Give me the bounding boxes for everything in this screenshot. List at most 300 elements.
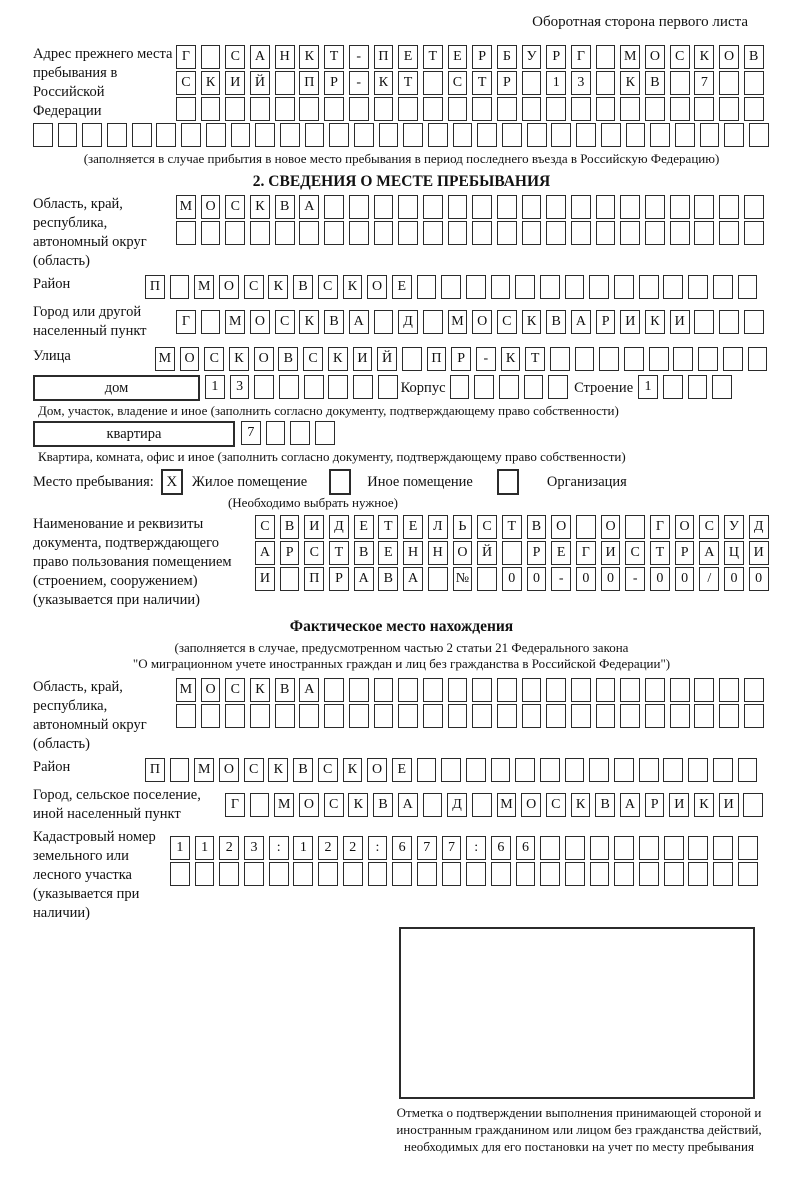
char-box[interactable]: 0: [724, 567, 744, 591]
char-box[interactable]: Г: [650, 515, 670, 539]
char-box[interactable]: 6: [491, 836, 511, 860]
char-box[interactable]: П: [374, 45, 394, 69]
char-box[interactable]: [546, 97, 566, 121]
char-box[interactable]: С: [255, 515, 275, 539]
char-box[interactable]: [645, 97, 665, 121]
char-box[interactable]: Д: [329, 515, 349, 539]
char-box[interactable]: [324, 195, 344, 219]
char-box[interactable]: [398, 97, 418, 121]
char-box[interactable]: [170, 862, 190, 886]
char-box[interactable]: [516, 862, 536, 886]
char-box[interactable]: [670, 221, 690, 245]
char-box[interactable]: [546, 221, 566, 245]
stay-type-checkbox-organization[interactable]: [497, 469, 519, 495]
char-box[interactable]: М: [274, 793, 294, 817]
char-box[interactable]: О: [201, 678, 221, 702]
char-box[interactable]: К: [694, 793, 714, 817]
char-box[interactable]: [649, 347, 669, 371]
char-box[interactable]: А: [250, 45, 270, 69]
char-box[interactable]: С: [497, 310, 517, 334]
char-box[interactable]: [448, 678, 468, 702]
char-box[interactable]: 1: [195, 836, 215, 860]
char-box[interactable]: [744, 97, 764, 121]
char-box[interactable]: [132, 123, 152, 147]
char-box[interactable]: [639, 836, 659, 860]
char-box[interactable]: [374, 678, 394, 702]
char-box[interactable]: [201, 97, 221, 121]
char-box[interactable]: [324, 704, 344, 728]
char-box[interactable]: [195, 862, 215, 886]
char-box[interactable]: [571, 195, 591, 219]
char-box[interactable]: [453, 123, 473, 147]
char-box[interactable]: [417, 758, 437, 782]
char-box[interactable]: О: [453, 541, 473, 565]
char-box[interactable]: [596, 71, 616, 95]
char-box[interactable]: 0: [502, 567, 522, 591]
char-box[interactable]: [675, 123, 695, 147]
char-box[interactable]: [694, 704, 714, 728]
char-box[interactable]: [540, 836, 560, 860]
char-box[interactable]: [748, 347, 768, 371]
char-box[interactable]: [670, 71, 690, 95]
char-box[interactable]: [522, 195, 542, 219]
char-box[interactable]: [724, 123, 744, 147]
char-box[interactable]: [299, 221, 319, 245]
char-box[interactable]: Д: [749, 515, 769, 539]
char-box[interactable]: Р: [596, 310, 616, 334]
char-box[interactable]: [571, 221, 591, 245]
char-box[interactable]: П: [299, 71, 319, 95]
char-box[interactable]: Т: [472, 71, 492, 95]
char-box[interactable]: В: [293, 275, 313, 299]
char-box[interactable]: [663, 375, 683, 399]
char-box[interactable]: 3: [571, 71, 591, 95]
char-box[interactable]: [349, 97, 369, 121]
char-box[interactable]: [156, 123, 176, 147]
char-box[interactable]: [639, 862, 659, 886]
char-box[interactable]: [546, 195, 566, 219]
char-box[interactable]: [670, 678, 690, 702]
char-box[interactable]: О: [719, 45, 739, 69]
char-box[interactable]: В: [595, 793, 615, 817]
char-box[interactable]: [472, 221, 492, 245]
char-box[interactable]: [497, 678, 517, 702]
char-box[interactable]: У: [522, 45, 542, 69]
char-box[interactable]: [599, 347, 619, 371]
char-box[interactable]: [738, 275, 758, 299]
char-box[interactable]: [374, 97, 394, 121]
char-box[interactable]: [293, 862, 313, 886]
char-box[interactable]: П: [145, 758, 165, 782]
char-box[interactable]: [576, 515, 596, 539]
char-box[interactable]: [374, 221, 394, 245]
char-box[interactable]: С: [225, 195, 245, 219]
char-box[interactable]: О: [367, 275, 387, 299]
char-box[interactable]: К: [522, 310, 542, 334]
char-box[interactable]: [423, 793, 443, 817]
char-box[interactable]: И: [353, 347, 373, 371]
char-box[interactable]: [349, 221, 369, 245]
char-box[interactable]: О: [645, 45, 665, 69]
char-box[interactable]: В: [744, 45, 764, 69]
char-box[interactable]: [571, 97, 591, 121]
char-box[interactable]: [428, 123, 448, 147]
char-box[interactable]: К: [374, 71, 394, 95]
char-box[interactable]: Е: [378, 541, 398, 565]
char-box[interactable]: [441, 275, 461, 299]
char-box[interactable]: -: [625, 567, 645, 591]
char-box[interactable]: И: [749, 541, 769, 565]
char-box[interactable]: [250, 97, 270, 121]
char-box[interactable]: А: [620, 793, 640, 817]
char-box[interactable]: [738, 836, 758, 860]
char-box[interactable]: 7: [417, 836, 437, 860]
char-box[interactable]: [472, 793, 492, 817]
char-box[interactable]: [719, 71, 739, 95]
char-box[interactable]: А: [354, 567, 374, 591]
char-box[interactable]: [275, 704, 295, 728]
char-box[interactable]: О: [367, 758, 387, 782]
char-box[interactable]: [650, 123, 670, 147]
char-box[interactable]: Г: [176, 45, 196, 69]
char-box[interactable]: И: [719, 793, 739, 817]
char-box[interactable]: П: [145, 275, 165, 299]
char-box[interactable]: М: [194, 758, 214, 782]
char-box[interactable]: [664, 836, 684, 860]
char-box[interactable]: М: [497, 793, 517, 817]
char-box[interactable]: [712, 375, 732, 399]
char-box[interactable]: [374, 195, 394, 219]
char-box[interactable]: 3: [244, 836, 264, 860]
char-box[interactable]: Б: [497, 45, 517, 69]
char-box[interactable]: /: [699, 567, 719, 591]
char-box[interactable]: [664, 862, 684, 886]
char-box[interactable]: [522, 97, 542, 121]
char-box[interactable]: Т: [525, 347, 545, 371]
char-box[interactable]: С: [225, 45, 245, 69]
char-box[interactable]: [324, 678, 344, 702]
char-box[interactable]: [279, 375, 299, 399]
char-box[interactable]: [379, 123, 399, 147]
char-box[interactable]: Г: [576, 541, 596, 565]
char-box[interactable]: К: [299, 310, 319, 334]
char-box[interactable]: Т: [378, 515, 398, 539]
char-box[interactable]: [448, 221, 468, 245]
char-box[interactable]: [719, 678, 739, 702]
char-box[interactable]: 0: [576, 567, 596, 591]
char-box[interactable]: Т: [650, 541, 670, 565]
char-box[interactable]: [688, 275, 708, 299]
char-box[interactable]: [398, 704, 418, 728]
char-box[interactable]: [275, 71, 295, 95]
char-box[interactable]: И: [670, 310, 690, 334]
char-box[interactable]: [645, 195, 665, 219]
char-box[interactable]: [670, 97, 690, 121]
char-box[interactable]: 6: [392, 836, 412, 860]
char-box[interactable]: И: [669, 793, 689, 817]
char-box[interactable]: [181, 123, 201, 147]
char-box[interactable]: Т: [423, 45, 443, 69]
char-box[interactable]: [374, 704, 394, 728]
char-box[interactable]: [324, 97, 344, 121]
char-box[interactable]: В: [275, 195, 295, 219]
char-box[interactable]: [670, 195, 690, 219]
char-box[interactable]: [448, 704, 468, 728]
char-box[interactable]: [349, 195, 369, 219]
char-box[interactable]: К: [694, 45, 714, 69]
char-box[interactable]: [353, 375, 373, 399]
char-box[interactable]: О: [472, 310, 492, 334]
char-box[interactable]: [499, 375, 519, 399]
char-box[interactable]: Е: [398, 45, 418, 69]
char-box[interactable]: Н: [275, 45, 295, 69]
char-box[interactable]: [378, 375, 398, 399]
stay-type-checkbox-residential[interactable]: [161, 469, 183, 495]
char-box[interactable]: [266, 421, 286, 445]
char-box[interactable]: [299, 704, 319, 728]
char-box[interactable]: Р: [324, 71, 344, 95]
char-box[interactable]: [244, 862, 264, 886]
char-box[interactable]: С: [225, 678, 245, 702]
char-box[interactable]: [589, 758, 609, 782]
char-box[interactable]: С: [477, 515, 497, 539]
char-box[interactable]: [423, 195, 443, 219]
char-box[interactable]: В: [275, 678, 295, 702]
char-box[interactable]: И: [225, 71, 245, 95]
char-box[interactable]: [744, 195, 764, 219]
char-box[interactable]: В: [280, 515, 300, 539]
char-box[interactable]: К: [229, 347, 249, 371]
char-box[interactable]: [540, 275, 560, 299]
char-box[interactable]: [324, 221, 344, 245]
char-box[interactable]: [614, 836, 634, 860]
char-box[interactable]: [698, 347, 718, 371]
char-box[interactable]: Н: [403, 541, 423, 565]
char-box[interactable]: 0: [675, 567, 695, 591]
char-box[interactable]: А: [398, 793, 418, 817]
char-box[interactable]: -: [476, 347, 496, 371]
char-box[interactable]: [403, 123, 423, 147]
char-box[interactable]: 1: [170, 836, 190, 860]
char-box[interactable]: Р: [329, 567, 349, 591]
char-box[interactable]: [639, 275, 659, 299]
char-box[interactable]: [477, 123, 497, 147]
char-box[interactable]: С: [304, 541, 324, 565]
char-box[interactable]: К: [343, 758, 363, 782]
char-box[interactable]: [472, 704, 492, 728]
char-box[interactable]: К: [299, 45, 319, 69]
char-box[interactable]: [620, 704, 640, 728]
char-box[interactable]: Р: [546, 45, 566, 69]
char-box[interactable]: [713, 275, 733, 299]
char-box[interactable]: [231, 123, 251, 147]
char-box[interactable]: М: [176, 678, 196, 702]
char-box[interactable]: [472, 97, 492, 121]
char-box[interactable]: О: [675, 515, 695, 539]
char-box[interactable]: :: [269, 836, 289, 860]
char-box[interactable]: -: [551, 567, 571, 591]
char-box[interactable]: [398, 221, 418, 245]
char-box[interactable]: [515, 275, 535, 299]
char-box[interactable]: Е: [354, 515, 374, 539]
char-box[interactable]: [304, 375, 324, 399]
char-box[interactable]: А: [403, 567, 423, 591]
char-box[interactable]: [540, 862, 560, 886]
char-box[interactable]: [639, 758, 659, 782]
char-box[interactable]: [719, 704, 739, 728]
char-box[interactable]: [392, 862, 412, 886]
char-box[interactable]: [565, 862, 585, 886]
char-box[interactable]: И: [255, 567, 275, 591]
char-box[interactable]: [402, 347, 422, 371]
char-box[interactable]: №: [453, 567, 473, 591]
char-box[interactable]: [589, 275, 609, 299]
char-box[interactable]: М: [176, 195, 196, 219]
char-box[interactable]: [477, 567, 497, 591]
char-box[interactable]: 6: [516, 836, 536, 860]
char-box[interactable]: [428, 567, 448, 591]
char-box[interactable]: В: [378, 567, 398, 591]
char-box[interactable]: О: [299, 793, 319, 817]
char-box[interactable]: [201, 45, 221, 69]
char-box[interactable]: [522, 71, 542, 95]
char-box[interactable]: [548, 375, 568, 399]
char-box[interactable]: [497, 97, 517, 121]
char-box[interactable]: [349, 704, 369, 728]
char-box[interactable]: [738, 862, 758, 886]
char-box[interactable]: С: [546, 793, 566, 817]
char-box[interactable]: 7: [694, 71, 714, 95]
char-box[interactable]: [250, 221, 270, 245]
char-box[interactable]: [170, 275, 190, 299]
char-box[interactable]: [329, 123, 349, 147]
char-box[interactable]: [663, 758, 683, 782]
char-box[interactable]: Й: [377, 347, 397, 371]
char-box[interactable]: [744, 221, 764, 245]
char-box[interactable]: [474, 375, 494, 399]
char-box[interactable]: И: [304, 515, 324, 539]
char-box[interactable]: [491, 862, 511, 886]
char-box[interactable]: 0: [749, 567, 769, 591]
char-box[interactable]: О: [250, 310, 270, 334]
char-box[interactable]: Г: [176, 310, 196, 334]
char-box[interactable]: О: [521, 793, 541, 817]
char-box[interactable]: Р: [497, 71, 517, 95]
char-box[interactable]: [318, 862, 338, 886]
char-box[interactable]: У: [724, 515, 744, 539]
char-box[interactable]: Е: [551, 541, 571, 565]
char-box[interactable]: [670, 704, 690, 728]
char-box[interactable]: [502, 123, 522, 147]
char-box[interactable]: В: [354, 541, 374, 565]
char-box[interactable]: Т: [398, 71, 418, 95]
char-box[interactable]: [328, 375, 348, 399]
char-box[interactable]: [398, 678, 418, 702]
char-box[interactable]: [694, 678, 714, 702]
char-box[interactable]: Р: [527, 541, 547, 565]
char-box[interactable]: П: [427, 347, 447, 371]
char-box[interactable]: [719, 310, 739, 334]
char-box[interactable]: [450, 375, 470, 399]
char-box[interactable]: [688, 862, 708, 886]
char-box[interactable]: [575, 347, 595, 371]
char-box[interactable]: [626, 123, 646, 147]
char-box[interactable]: [269, 862, 289, 886]
char-box[interactable]: И: [620, 310, 640, 334]
char-box[interactable]: В: [373, 793, 393, 817]
char-box[interactable]: [596, 45, 616, 69]
char-box[interactable]: [719, 97, 739, 121]
char-box[interactable]: Ь: [453, 515, 473, 539]
char-box[interactable]: [614, 758, 634, 782]
char-box[interactable]: [290, 421, 310, 445]
char-box[interactable]: [673, 347, 693, 371]
char-box[interactable]: Р: [472, 45, 492, 69]
char-box[interactable]: С: [176, 71, 196, 95]
char-box[interactable]: [58, 123, 78, 147]
char-box[interactable]: А: [699, 541, 719, 565]
char-box[interactable]: О: [551, 515, 571, 539]
char-box[interactable]: [201, 221, 221, 245]
char-box[interactable]: [744, 71, 764, 95]
char-box[interactable]: О: [254, 347, 274, 371]
char-box[interactable]: [225, 97, 245, 121]
char-box[interactable]: М: [620, 45, 640, 69]
char-box[interactable]: 2: [343, 836, 363, 860]
char-box[interactable]: [466, 758, 486, 782]
char-box[interactable]: С: [275, 310, 295, 334]
char-box[interactable]: [491, 758, 511, 782]
char-box[interactable]: [354, 123, 374, 147]
char-box[interactable]: [343, 862, 363, 886]
char-box[interactable]: [176, 704, 196, 728]
char-box[interactable]: В: [293, 758, 313, 782]
char-box[interactable]: [219, 862, 239, 886]
char-box[interactable]: [723, 347, 743, 371]
char-box[interactable]: [82, 123, 102, 147]
char-box[interactable]: [275, 221, 295, 245]
char-box[interactable]: К: [328, 347, 348, 371]
char-box[interactable]: [315, 421, 335, 445]
char-box[interactable]: С: [244, 758, 264, 782]
char-box[interactable]: [601, 123, 621, 147]
char-box[interactable]: [565, 275, 585, 299]
char-box[interactable]: [466, 862, 486, 886]
char-box[interactable]: А: [349, 310, 369, 334]
char-box[interactable]: К: [571, 793, 591, 817]
char-box[interactable]: 1: [293, 836, 313, 860]
char-box[interactable]: Т: [329, 541, 349, 565]
char-box[interactable]: [368, 862, 388, 886]
char-box[interactable]: [645, 221, 665, 245]
char-box[interactable]: [250, 704, 270, 728]
char-box[interactable]: [551, 123, 571, 147]
char-box[interactable]: О: [601, 515, 621, 539]
char-box[interactable]: С: [244, 275, 264, 299]
char-box[interactable]: [645, 704, 665, 728]
char-box[interactable]: :: [368, 836, 388, 860]
char-box[interactable]: [540, 758, 560, 782]
char-box[interactable]: [497, 704, 517, 728]
char-box[interactable]: И: [601, 541, 621, 565]
char-box[interactable]: С: [204, 347, 224, 371]
char-box[interactable]: 3: [230, 375, 250, 399]
char-box[interactable]: Н: [428, 541, 448, 565]
char-box[interactable]: [743, 793, 763, 817]
char-box[interactable]: 0: [650, 567, 670, 591]
char-box[interactable]: [620, 221, 640, 245]
char-box[interactable]: [700, 123, 720, 147]
